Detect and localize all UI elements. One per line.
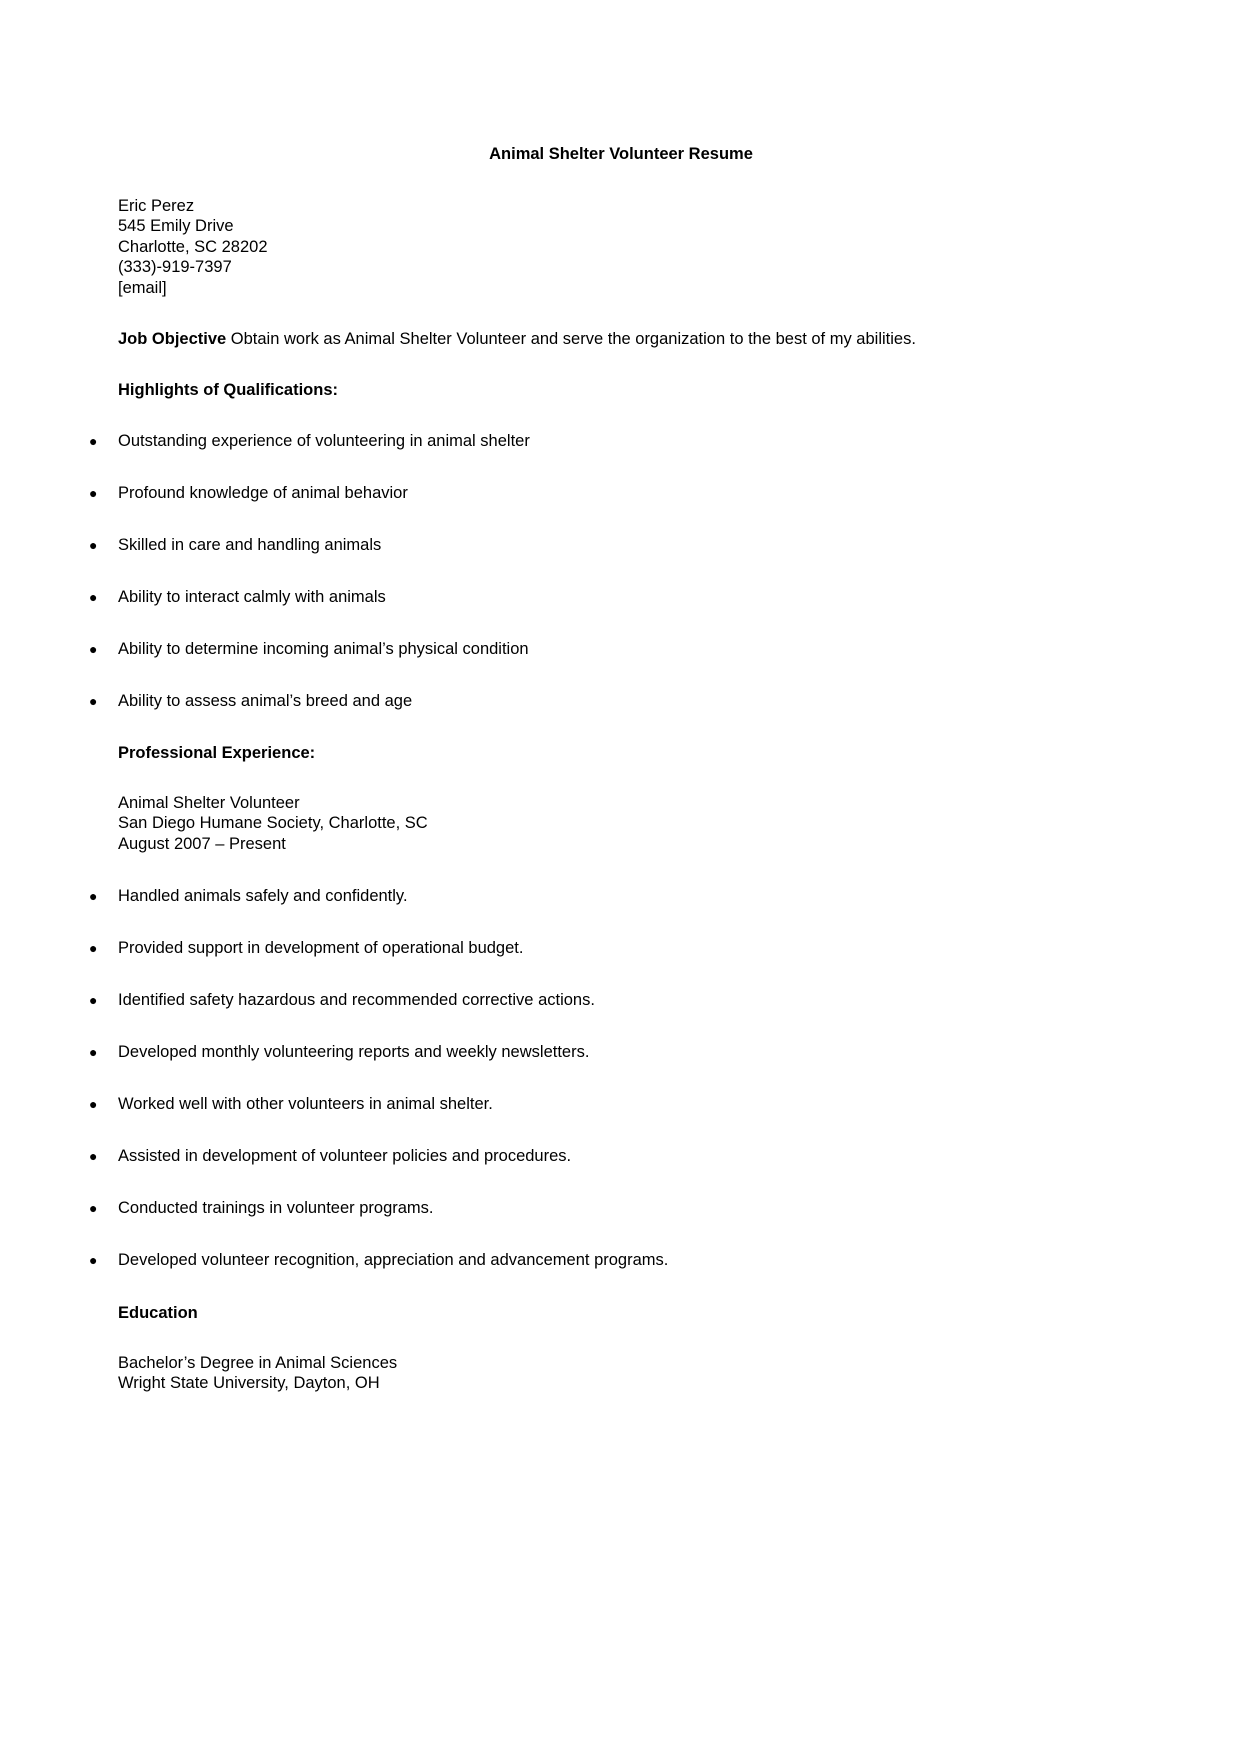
- job-title: Animal Shelter Volunteer: [118, 794, 300, 812]
- contact-block: [118, 196, 268, 298]
- bullet-icon: ●: [89, 888, 98, 904]
- resume-page: Animal Shelter Volunteer Resume Eric Perez 545 Emily Drive Charlotte, SC 28202 (333)-919-7397 [email] Job Objective Obtain work as Animal Shelter Volunteer and serve the organization to the best of my abilities. Highlights of Qualifications: ● Outstanding experience of volunteering in animal shelter ● Profound knowledge of animal behavior ● Skilled in care and handling animals ● Ability to interact calmly with animals ● Ability to determine incoming animal’s physical condition ● Ability to assess animal’s breed and age Professional Experience: Animal Shelter Volunteer San Diego Humane Society, Charlotte, SC August 2007 – Present ● Handled animals safely and confidently. ● Provided support in development of operational budget. ● Identified safety hazardous and recommended corrective actions. ● Developed monthly volunteering reports and weekly newsletters. ● Worked well with other volunteers in animal shelter. ● Assisted in development of volunteer policies and procedures. ● Conducted trainings in volunteer programs. ● Developed volunteer recognition, appreciation and advancement programs. Education Bachelor’s Degree in Animal Sciences Wright State University, Dayton, OH: [0, 0, 1242, 1757]
- contact-city: Charlotte, SC 28202: [118, 237, 268, 256]
- bullet-icon: ●: [89, 992, 98, 1008]
- education-heading: Education: [118, 1304, 198, 1322]
- education-degree: Bachelor’s Degree in Animal Sciences: [118, 1354, 398, 1372]
- document-title: Animal Shelter Volunteer Resume: [489, 145, 753, 163]
- contact-phone: (333)-919-7397: [118, 258, 232, 277]
- bullet-icon: ●: [89, 1044, 98, 1060]
- bullet-icon: ●: [89, 1252, 98, 1268]
- bullet-icon: ●: [89, 1148, 98, 1164]
- job-objective-text: Obtain work as Animal Shelter Volunteer and serve the organization to the best of my abilities.: [226, 330, 916, 348]
- job-objective-label: Job Objective: [118, 330, 227, 348]
- bullet-icon: ●: [89, 1200, 98, 1216]
- bullet-icon: ●: [89, 589, 98, 605]
- job-objective: [118, 329, 916, 349]
- qualifications-heading: Highlights of Qualifications:: [118, 381, 338, 399]
- education-details: [118, 1353, 397, 1394]
- job-details: [118, 793, 428, 854]
- contact-street: 545 Emily Drive: [118, 217, 234, 236]
- bullet-icon: ●: [89, 433, 98, 449]
- bullet-icon: ●: [89, 485, 98, 501]
- bullet-icon: ●: [89, 1096, 98, 1112]
- bullet-icon: ●: [89, 537, 98, 553]
- experience-heading: Professional Experience:: [118, 744, 316, 762]
- bullet-icon: ●: [89, 641, 98, 657]
- education-school: Wright State University, Dayton, OH: [118, 1374, 380, 1393]
- job-dates: August 2007 – Present: [118, 834, 286, 853]
- contact-name: Eric Perez: [118, 197, 195, 215]
- bullet-icon: ●: [89, 693, 98, 709]
- bullet-icon: ●: [89, 940, 98, 956]
- job-organization: San Diego Humane Society, Charlotte, SC: [118, 814, 428, 833]
- contact-email: [email]: [118, 278, 167, 297]
